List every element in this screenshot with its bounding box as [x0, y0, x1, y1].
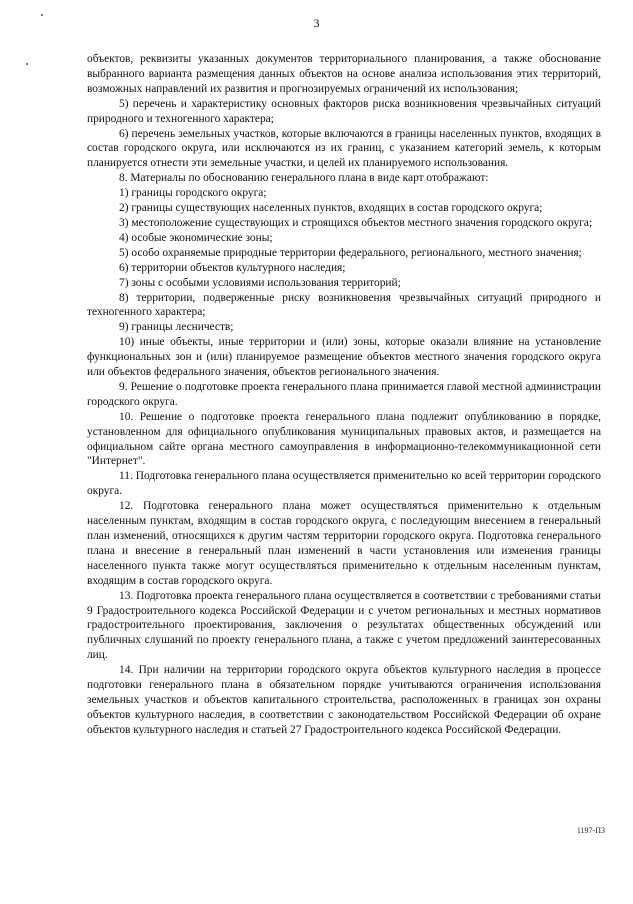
scan-speck [26, 63, 28, 65]
paragraph: 5) перечень и характеристику основных факторов риска возникновения чрезвычайных ситуаций природного и техногенного характера; [87, 97, 601, 125]
list-item: 4) особые экономические зоны; [119, 231, 273, 244]
list-item: 2) границы существующих населенных пунктов, входящих в состав городского округа; [119, 202, 543, 215]
list-item: 6) территории объектов культурного наследия; [119, 261, 346, 274]
paragraph: 12. Подготовка генерального плана может осуществляться применительно к отдельным населенным пунктам, входящим в состав городского округа, с последующим внесением в генеральный план изменений, относящихся к другим частям территории городского округа. Подготовка генерального плана и внесение в генеральный план изменений в части установления или изменения границы населенного пункта также могут осуществляться применительно к отдельным населенным пунктам, входящим в состав городского округа. [87, 500, 601, 587]
list-item: 9) границы лесничеств; [119, 321, 234, 334]
list-item: 1) границы городского округа; [119, 187, 267, 200]
paragraph: 13. Подготовка проекта генерального плана осуществляется в соответствии с требованиями статьи 9 Градостроительного кодекса Российской Федерации и с учетом региональных и местных нормативов градостроительного проектирования, заключения о результатах общественных обсуждений или публичных слушаний по проекту генерального плана, а также с учетом предложений заинтересованных лиц. [87, 589, 601, 662]
paragraph: объектов, реквизиты указанных документов территориального планирования, а также обоснование выбранного варианта размещения данных объектов на основе анализа использования этих территорий, возможных направлений их развития и прогнозируемых ограничений их использования; [87, 53, 601, 95]
page-number: 3 [313, 16, 320, 30]
list-item: 8) территории, подверженные риску возникновения чрезвычайных ситуаций природного и техногенного характера; [87, 291, 601, 319]
document-code: 1197-ПЗ [576, 826, 605, 835]
list-item: 7) зоны с особыми условиями использования территорий; [119, 276, 401, 289]
paragraph: 10. Решение о подготовке проекта генерального плана подлежит опубликованию в порядке, установленном для официального опубликования муниципальных правовых актов, и размещается на официальном сайте органа местного самоуправления в информационно-телекоммуникационной сети "Интернет". [87, 410, 601, 468]
paragraph: 14. При наличии на территории городского округа объектов культурного наследия в процессе подготовки генерального плана в обязательном порядке учитываются ограничения использования земельных участков и объектов капитального строительства, расположенных в границах зон охраны объектов культурного наследия, в соответствии с законодательством Российской Федерации об охране объектов культурного наследия и статьей 27 Градостроительного кодекса Российской Федерации. [87, 664, 601, 736]
list-item: 3) местоположение существующих и строящихся объектов местного значения городского округа; [119, 216, 593, 229]
list-item: 10) иные объекты, иные территории и (или) зоны, которые оказали влияние на установление функциональных зон и (или) планируемое размещение объектов местного значения городского округа или объектов федерального значения, объектов регионального значения. [87, 336, 601, 379]
paragraph: 8. Материалы по обоснованию генерального плана в виде карт отображают: [119, 172, 489, 185]
document-body [87, 52, 601, 738]
paragraph: 11. Подготовка генерального плана осуществляется применительно ко всей территории городского округа. [87, 470, 601, 498]
paragraph: 9. Решение о подготовке проекта генерального плана принимается главой местной администрации городского округа. [87, 380, 601, 408]
paragraph: 6) перечень земельных участков, которые включаются в границы населенных пунктов, входящих в состав городского округа, или исключаются из их границ, с указанием категорий земель, к которым планируется отнести эти земельные участки, и целей их планируемого использования. [87, 127, 601, 170]
list-item: 5) особо охраняемые природные территории федерального, регионального, местного значения; [119, 246, 582, 259]
